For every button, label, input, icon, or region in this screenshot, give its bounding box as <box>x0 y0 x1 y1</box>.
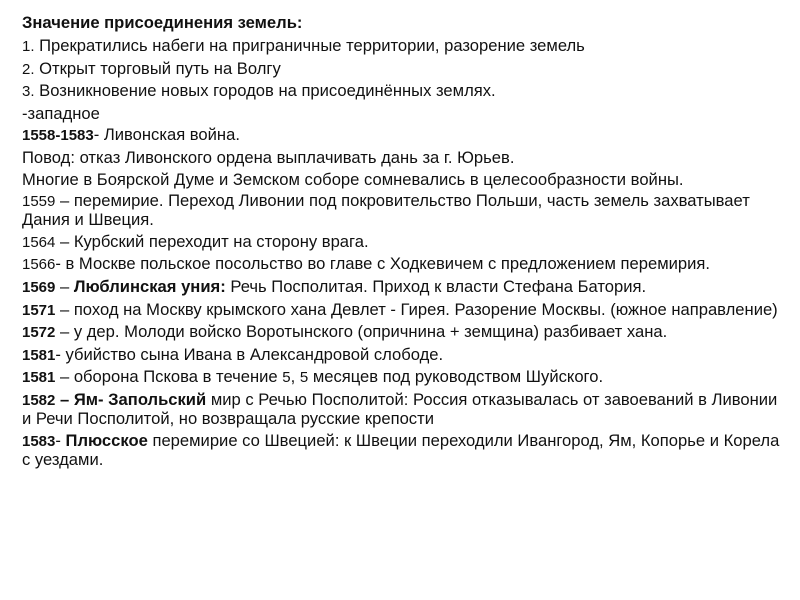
item-number: 3. <box>22 83 35 101</box>
event-text: Речь Посполитая. Приход к власти Стефана Батория. <box>225 276 647 296</box>
event-year: 1581 <box>22 346 56 364</box>
event-year: 1564 <box>22 233 56 251</box>
event-text: – у дер. Молоди войско Воротынского (опричнина + земщина) разбивает хана. <box>55 322 668 342</box>
list-item <box>22 37 780 56</box>
event-text: - в Москве польское посольство во главе с Ходкевичем с предложением перемирия. <box>55 254 710 274</box>
event-1569 <box>22 278 780 297</box>
event-year: 1581 <box>22 369 56 387</box>
event-text: – перемирие. Переход Ливонии под покровительство Польши, часть земель захватывает Дания и Швеция. <box>22 191 750 230</box>
event-1581-pskov <box>22 368 780 387</box>
event-comma: , <box>290 367 300 387</box>
event-year: 1582 <box>22 391 56 409</box>
event-text: перемирие со Швецией: к Швеции переходили Ивангород, Ям, Копорье и Корела с уездами. <box>22 430 780 469</box>
event-bold: Плюсское <box>65 430 148 450</box>
event-year: 1571 <box>22 301 56 319</box>
event-text: – поход на Москву крымского хана Девлет - Гирея. Разорение Москвы. (южное направление) <box>55 299 778 319</box>
event-1582 <box>22 391 780 428</box>
event-dash: - <box>55 430 66 450</box>
item-number: 2. <box>22 60 35 78</box>
item-text: Возникновение новых городов на присоединённых землях. <box>34 81 496 101</box>
item-text: Открыт торговый путь на Волгу <box>34 58 281 78</box>
event-dash: – <box>55 389 74 409</box>
item-number: 1. <box>22 38 35 55</box>
pretext-line <box>22 149 780 167</box>
event-text: – оборона Пскова в течение <box>55 367 283 387</box>
list-item <box>22 82 780 101</box>
doubt-line: Многие в Боярской Думе и Земском соборе сомневались в целесообразности войны. <box>22 169 684 189</box>
event-year: 1559 <box>22 193 56 211</box>
event-bold: Люблинская уния <box>73 276 221 296</box>
event-bold: Ям- Запольский <box>73 389 207 409</box>
pretext-text: : отказ Ливонского ордена выплачивать дань за г. Юрьев. <box>70 147 515 167</box>
direction-west: -западное <box>22 103 100 123</box>
event-1566 <box>22 255 780 274</box>
event-1583 <box>22 432 780 469</box>
event-colon: : <box>220 276 226 296</box>
event-year: 1566 <box>22 256 56 274</box>
event-tail: месяцев под руководством Шуйского. <box>308 367 604 387</box>
event-year: 1583 <box>22 432 56 450</box>
event-text: – Курбский переходит на сторону врага. <box>55 231 369 251</box>
event-1572 <box>22 323 780 342</box>
item-text: Прекратились набеги на приграничные территории, разорение земель <box>34 36 585 55</box>
slide-title: Значение присоединения земель: <box>22 13 303 32</box>
event-number: 5 <box>299 369 309 387</box>
event-text: мир с Речью Посполитой: Россия отказывалась от завоеваний в Ливонии и Речи Посполитой, но возвращала русские крепости <box>22 389 778 428</box>
event-1571 <box>22 301 780 320</box>
event-year: 1569 <box>22 278 56 296</box>
list-item <box>22 60 780 79</box>
war-years: 1558-1583 <box>22 127 94 145</box>
event-dash: – <box>55 276 74 296</box>
event-1559 <box>22 192 780 229</box>
event-1581-murder <box>22 346 780 365</box>
event-text: - убийство сына Ивана в Александровой слободе. <box>55 344 444 364</box>
event-1564 <box>22 233 780 252</box>
event-year: 1572 <box>22 324 56 342</box>
event-number: 5 <box>282 369 291 387</box>
pretext-label: Повод <box>22 147 71 167</box>
war-text: - Ливонская война. <box>93 125 240 145</box>
livonian-war-line <box>22 126 780 145</box>
